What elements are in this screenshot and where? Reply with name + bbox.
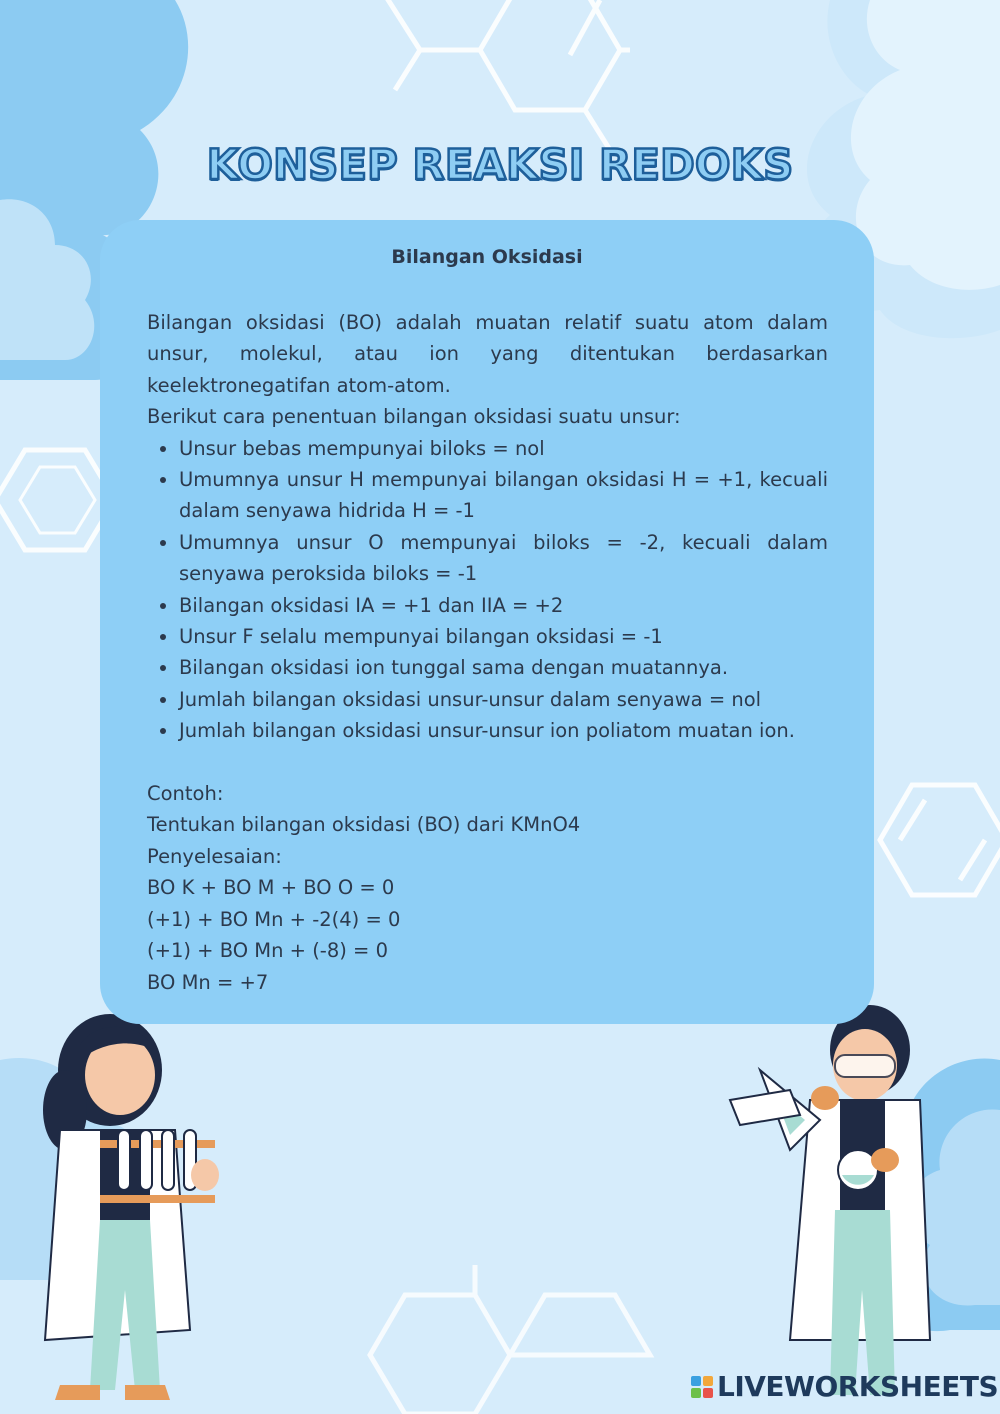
- rule-item: • Jumlah bilangan oksidasi unsur-unsur ion poliatom muatan ion.: [179, 715, 828, 746]
- solution-step: BO K + BO M + BO O = 0: [147, 876, 395, 900]
- molecule-bottom: [370, 1265, 650, 1414]
- rules-list: [147, 433, 828, 747]
- molecule-right: [880, 785, 1000, 895]
- rule-item: • Umumnya unsur O mempunyai biloks = -2, kecuali dalam senyawa peroksida biloks = -1: [179, 527, 828, 590]
- card-heading: Bilangan Oksidasi: [391, 246, 583, 268]
- rule-item: • Unsur bebas mempunyai biloks = nol: [179, 433, 828, 464]
- card-content: [147, 307, 828, 998]
- solution-step: BO Mn = +7: [147, 970, 269, 994]
- solution-step: (+1) + BO Mn + -2(4) = 0: [147, 907, 401, 931]
- scientist-left-illustration: [43, 1014, 219, 1400]
- rule-item: • Bilangan oksidasi IA = +1 dan IIA = +2: [179, 590, 828, 621]
- solution-label: Penyelesaian:: [147, 844, 282, 868]
- rule-item: • Unsur F selalu mempunyai bilangan oksidasi = -1: [179, 621, 828, 652]
- rule-item: • Bilangan oksidasi ion tunggal sama dengan muatannya.: [179, 652, 828, 683]
- molecule-left: [0, 450, 115, 550]
- liveworksheets-logo-icon: [691, 1376, 715, 1402]
- rules-intro: Berikut cara penentuan bilangan oksidasi suatu unsur:: [147, 405, 681, 429]
- example-question: Tentukan bilangan oksidasi (BO) dari KMnO4: [147, 813, 581, 837]
- rule-item: • Umumnya unsur H mempunyai bilangan oksidasi H = +1, kecuali dalam senyawa hidrida H = -1: [179, 464, 828, 527]
- watermark-text: LIVEWORKSHEETS: [717, 1370, 999, 1403]
- example-label: Contoh:: [147, 782, 224, 806]
- spacer: [147, 747, 828, 778]
- molecule-top: [385, 0, 630, 150]
- solution-step: (+1) + BO Mn + (-8) = 0: [147, 939, 388, 963]
- rule-item: • Jumlah bilangan oksidasi unsur-unsur dalam senyawa = nol: [179, 684, 828, 715]
- intro-paragraph: Bilangan oksidasi (BO) adalah muatan relatif suatu atom dalam unsur, molekul, atau ion yang ditentukan berdasarkan keelektronegatifan atom-atom.: [147, 311, 828, 397]
- page-title: KONSEP REAKSI REDOKS: [206, 140, 794, 189]
- scientist-right-illustration: [730, 1005, 930, 1395]
